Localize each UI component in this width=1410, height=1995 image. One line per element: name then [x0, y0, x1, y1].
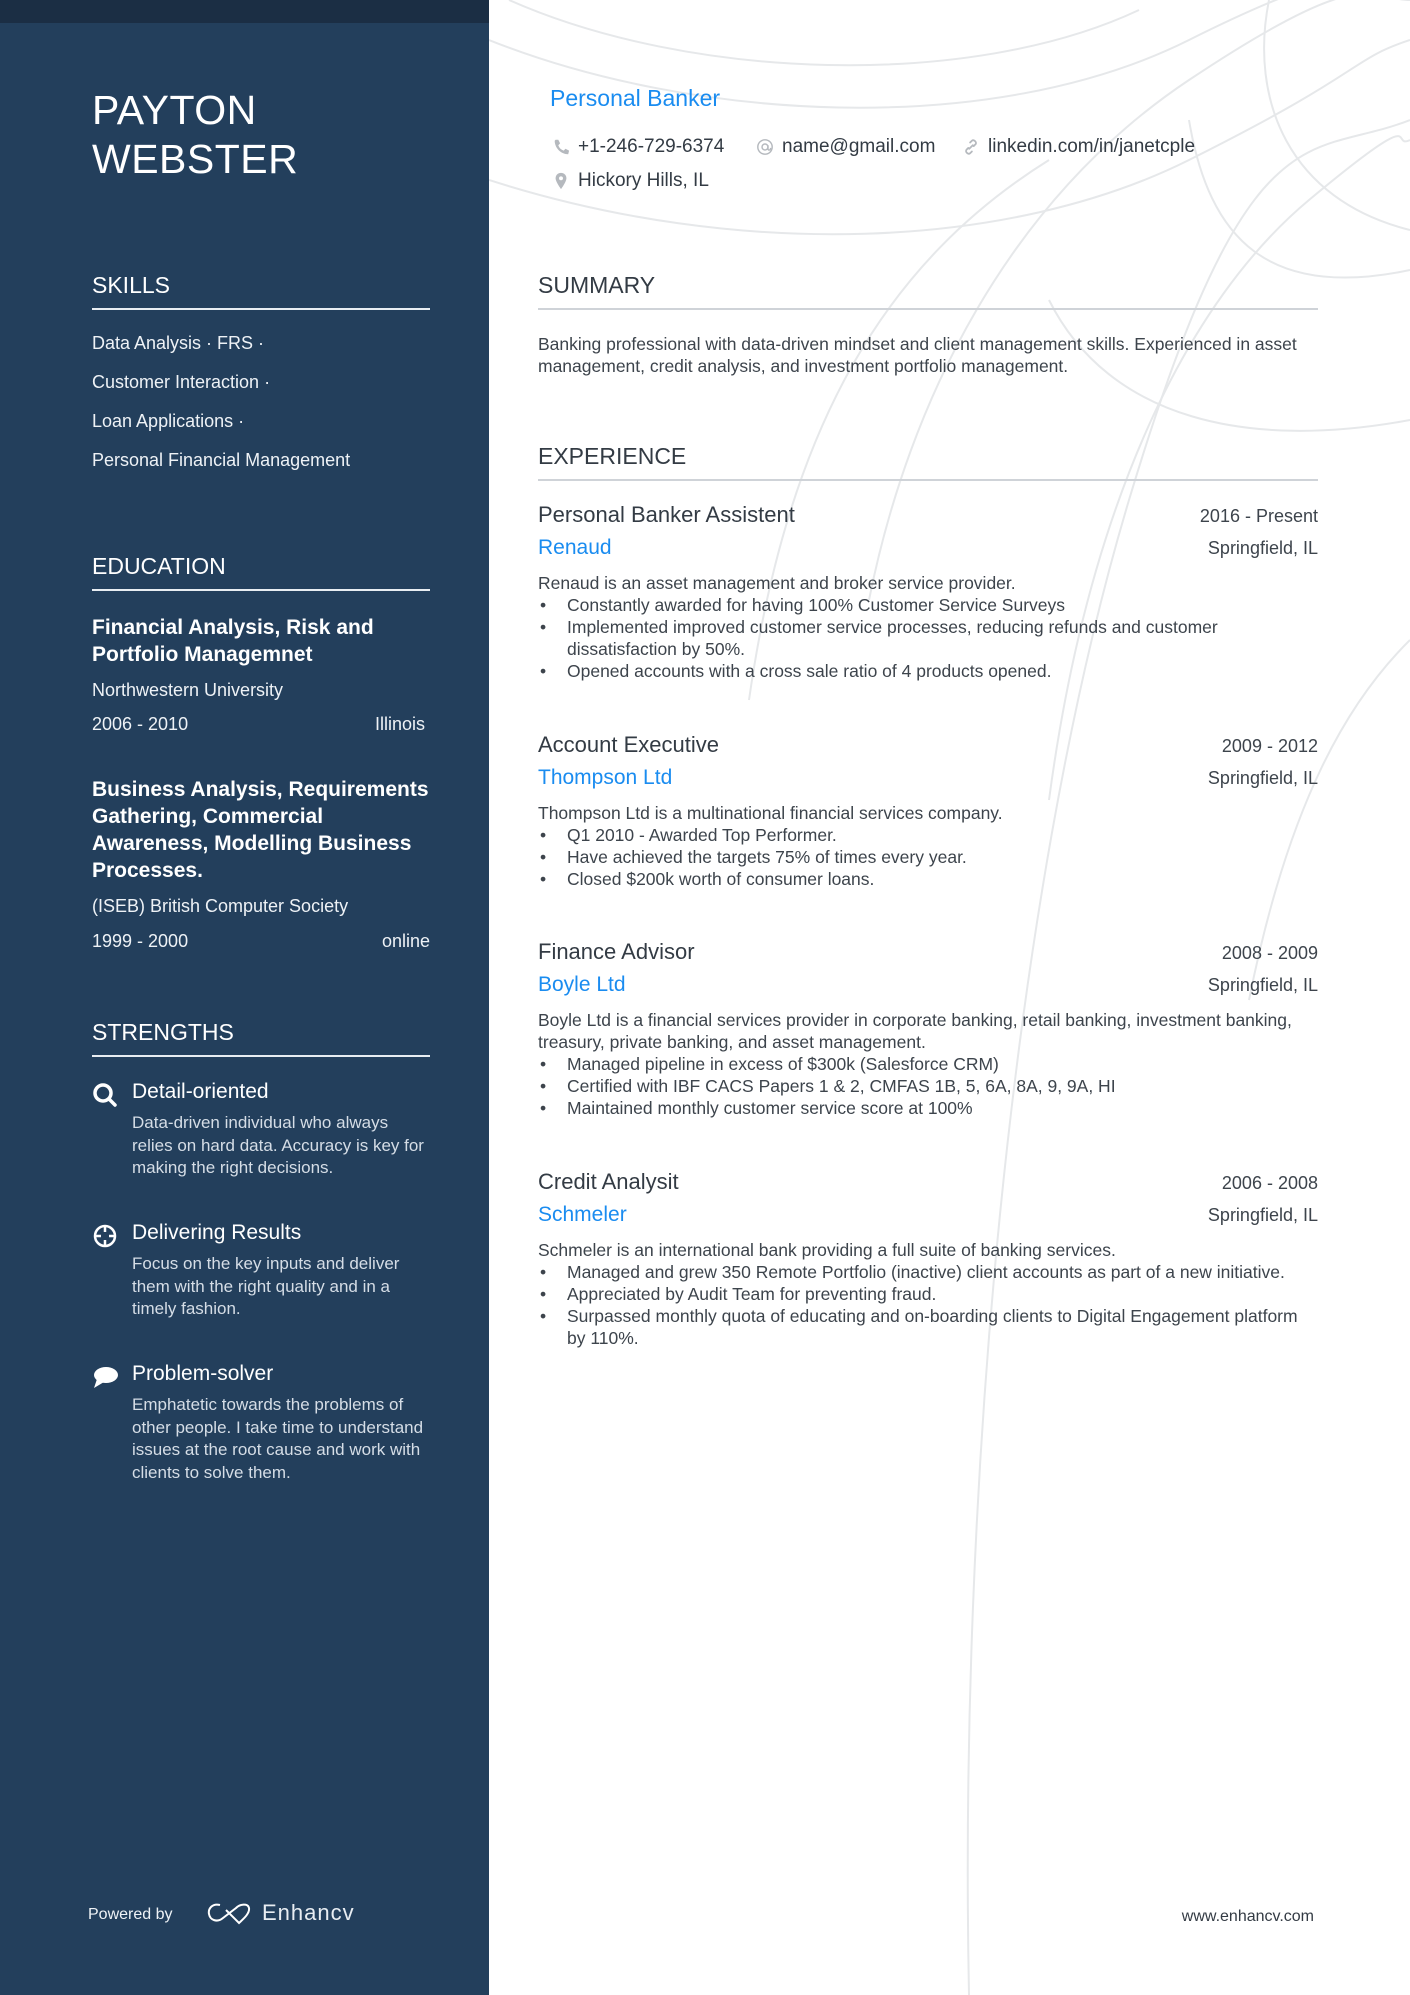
achievement-list — [538, 1053, 1318, 1119]
skill-item: Data Analysis · FRS · — [92, 333, 265, 353]
achievement-list — [538, 594, 1318, 682]
achievement-item: • Have achieved the targets 75% of times every year. — [538, 846, 1318, 868]
strength-description: Focus on the key inputs and deliver them with the right quality and in a timely fashion. — [132, 1254, 400, 1318]
experience-entry — [538, 939, 1318, 1119]
school-name: Northwestern University — [92, 680, 284, 700]
education-heading: EDUCATION — [92, 553, 430, 591]
company-name: Thompson Ltd — [538, 766, 673, 789]
phone-icon — [552, 137, 570, 157]
phone-contact — [552, 136, 724, 158]
position-title: Credit Analysit — [538, 1169, 679, 1194]
email-contact — [756, 136, 935, 158]
enhancv-logo[interactable] — [206, 1900, 355, 1926]
candidate-name: PAYTON WEBSTER — [92, 87, 299, 182]
company-name: Schmeler — [538, 1203, 627, 1226]
position-location: Springfield, IL — [1207, 768, 1318, 788]
powered-by-label: Powered by — [88, 1906, 173, 1923]
experience-heading: EXPERIENCE — [538, 443, 1318, 481]
position-location: Springfield, IL — [1207, 975, 1318, 995]
company-description: Boyle Ltd is a financial services provider in corporate banking, retail banking, investment banking, treasury, private banking, and asset management. — [538, 1010, 1292, 1052]
company-name: Renaud — [538, 536, 612, 559]
strength-title: Detail-oriented — [132, 1080, 269, 1103]
achievement-item: • Managed pipeline in excess of $300k (Salesforce CRM) — [538, 1053, 1318, 1075]
location-contact — [552, 170, 709, 192]
link-icon — [962, 137, 980, 157]
strengths-heading: STRENGTHS — [92, 1019, 430, 1057]
strength-title: Problem-solver — [132, 1362, 274, 1385]
linkedin-url[interactable]: linkedin.com/in/janetcple — [988, 136, 1196, 157]
strength-title: Delivering Results — [132, 1221, 302, 1244]
degree-title: Business Analysis, Requirements Gathering, Commercial Awareness, Modelling Business Processes. — [92, 778, 429, 882]
phone-number: +1-246-729-6374 — [578, 136, 725, 157]
summary-text: Banking professional with data-driven mindset and client management skills. Experienced in asset management, credit analysis, and investment portfolio management. — [538, 334, 1297, 376]
skill-item: Loan Applications · — [92, 411, 245, 431]
education-meta — [92, 714, 425, 735]
school-name: (ISEB) British Computer Society — [92, 896, 349, 916]
position-dates: 2016 - Present — [1199, 506, 1318, 526]
linkedin-contact — [962, 136, 1195, 158]
job-title: Personal Banker — [550, 85, 721, 111]
skill-item: Customer Interaction · — [92, 372, 271, 392]
enhancv-brand-text: Enhancv — [262, 1900, 355, 1925]
achievement-item: • Managed and grew 350 Remote Portfolio (inactive) client accounts as part of a new initiative. — [538, 1261, 1318, 1283]
achievement-item: • Q1 2010 - Awarded Top Performer. — [538, 824, 1318, 846]
education-meta — [92, 931, 430, 952]
strength-item — [92, 1360, 432, 1484]
achievement-list — [538, 1261, 1318, 1349]
achievement-item: • Maintained monthly customer service score at 100% — [538, 1097, 1318, 1119]
achievement-list — [538, 824, 1318, 890]
company-name: Boyle Ltd — [538, 973, 626, 996]
position-location: Springfield, IL — [1207, 1205, 1318, 1225]
achievement-item: • Opened accounts with a cross sale ratio of 4 products opened. — [538, 660, 1318, 682]
position-dates: 2008 - 2009 — [1221, 943, 1318, 963]
skill-item: Personal Financial Management — [92, 450, 351, 470]
summary-heading: SUMMARY — [538, 272, 1318, 310]
location-text: Hickory Hills, IL — [578, 170, 709, 191]
position-dates: 2006 - 2008 — [1221, 1173, 1318, 1193]
enhancv-logo-icon — [206, 1900, 252, 1926]
position-location: Springfield, IL — [1207, 538, 1318, 558]
achievement-item: • Implemented improved customer service processes, reducing refunds and customer dissatisfaction by 50%. — [538, 616, 1318, 660]
achievement-item: • Constantly awarded for having 100% Customer Service Surveys — [538, 594, 1318, 616]
map-pin-icon — [552, 171, 570, 191]
achievement-item: • Closed $200k worth of consumer loans. — [538, 868, 1318, 890]
strength-item — [92, 1078, 432, 1180]
experience-entry — [538, 1169, 1318, 1349]
company-description: Renaud is an asset management and broker service provider. — [538, 573, 1016, 593]
company-description: Schmeler is an international bank providing a full suite of banking services. — [538, 1240, 1116, 1260]
position-title: Finance Advisor — [538, 939, 695, 964]
strength-description: Emphatetic towards the problems of other people. I take time to understand issues at the root cause and work with clients to solve them. — [132, 1395, 424, 1482]
position-title: Account Executive — [538, 732, 719, 757]
sidebar — [0, 0, 489, 1995]
search-icon — [92, 1082, 118, 1108]
experience-entry — [538, 502, 1318, 682]
crosshair-icon — [92, 1223, 118, 1249]
position-dates: 2009 - 2012 — [1221, 736, 1318, 756]
achievement-item: • Appreciated by Audit Team for preventing fraud. — [538, 1283, 1318, 1305]
strength-description: Data-driven individual who always relies on hard data. Accuracy is key for making the right decisions. — [132, 1113, 424, 1177]
degree-title: Financial Analysis, Risk and Portfolio Managemnet — [92, 616, 374, 666]
education-dates: 1999 - 2000 — [92, 931, 189, 951]
education-location: Illinois — [374, 714, 425, 734]
strength-item — [92, 1219, 432, 1321]
education-location: online — [381, 931, 430, 951]
company-description: Thompson Ltd is a multinational financial services company. — [538, 803, 1003, 823]
achievement-item: • Surpassed monthly quota of educating and on-boarding clients to Digital Engagement platform by 110%. — [538, 1305, 1318, 1349]
skills-heading: SKILLS — [92, 272, 430, 310]
at-icon — [756, 137, 774, 157]
education-dates: 2006 - 2010 — [92, 714, 189, 734]
email-address[interactable]: name@gmail.com — [782, 136, 936, 157]
top-strip — [0, 0, 489, 23]
achievement-item: • Certified with IBF CACS Papers 1 & 2, CMFAS 1B, 5, 6A, 8A, 9, 9A, HI — [538, 1075, 1318, 1097]
experience-entry — [538, 732, 1318, 890]
speech-bubble-icon — [92, 1364, 118, 1390]
enhancv-website-link[interactable]: www.enhancv.com — [1181, 1908, 1314, 1925]
position-title: Personal Banker Assistent — [538, 502, 795, 527]
